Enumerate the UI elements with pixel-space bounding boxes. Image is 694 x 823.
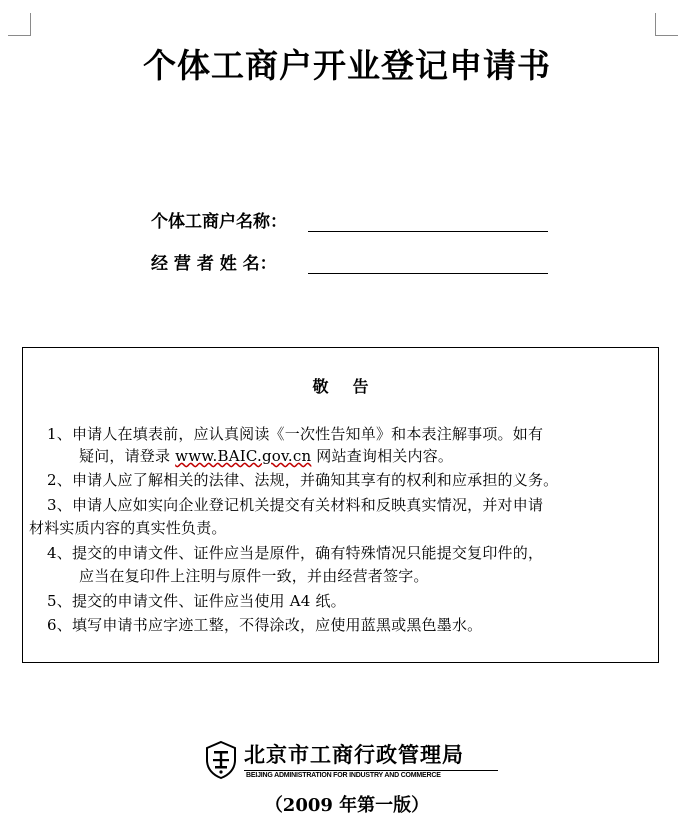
bureau-emblem-icon: [204, 740, 238, 780]
notice-item-1-prefix: 疑问，请登录: [79, 447, 176, 465]
document-title: 个体工商户开业登记申请书: [143, 46, 551, 85]
operator-name-label: 经 营 者 姓 名：: [151, 254, 277, 274]
bureau-logo: [204, 740, 500, 786]
notice-item-4: 4、提交的申请文件、证件应当是原件，确有特殊情况只能提交复印件的，: [47, 544, 544, 562]
operator-name-input[interactable]: [308, 253, 548, 274]
website-link[interactable]: www.BAIC.gov.cn: [175, 447, 312, 465]
edition-label: （2009 年第一版）: [264, 795, 430, 816]
page-corner-mark-left: [8, 13, 31, 36]
notice-title: 敬告: [312, 377, 393, 396]
notice-item-3: 3、申请人应如实向企业登记机关提交有关材料和反映真实情况，并对申请: [47, 496, 544, 514]
notice-item-6: 6、填写申请书应字迹工整，不得涂改，应使用蓝黑或黑色墨水。: [47, 616, 483, 634]
notice-item-3-continuation: 材料实质内容的真实性负责。: [29, 519, 227, 537]
notice-item-1: 1、申请人在填表前，应认真阅读《一次性告知单》和本表注解事项。如有: [47, 425, 544, 443]
business-name-label: 个体工商户名称：: [151, 212, 287, 232]
org-name: 北京市工商行政管理局: [244, 743, 464, 767]
page-corner-mark-right: [655, 13, 678, 36]
notice-box: [22, 347, 659, 663]
business-name-input[interactable]: [308, 211, 548, 232]
business-name-field: [151, 206, 548, 234]
org-name-english: BEIJING ADMINISTRATION FOR INDUSTRY AND COMMERCE: [246, 772, 441, 779]
notice-item-1-suffix: 网站查询相关内容。: [311, 447, 454, 465]
notice-item-2: 2、申请人应了解相关的法律、法规，并确知其享有的权利和应承担的义务。: [47, 471, 559, 489]
notice-item-4-continuation: 应当在复印件上注明与原件一致，并由经营者签字。: [79, 567, 429, 585]
notice-item-1-continuation: [79, 445, 453, 467]
notice-item-5: 5、提交的申请文件、证件应当使用 A4 纸。: [47, 592, 346, 610]
operator-name-field: [151, 248, 548, 276]
